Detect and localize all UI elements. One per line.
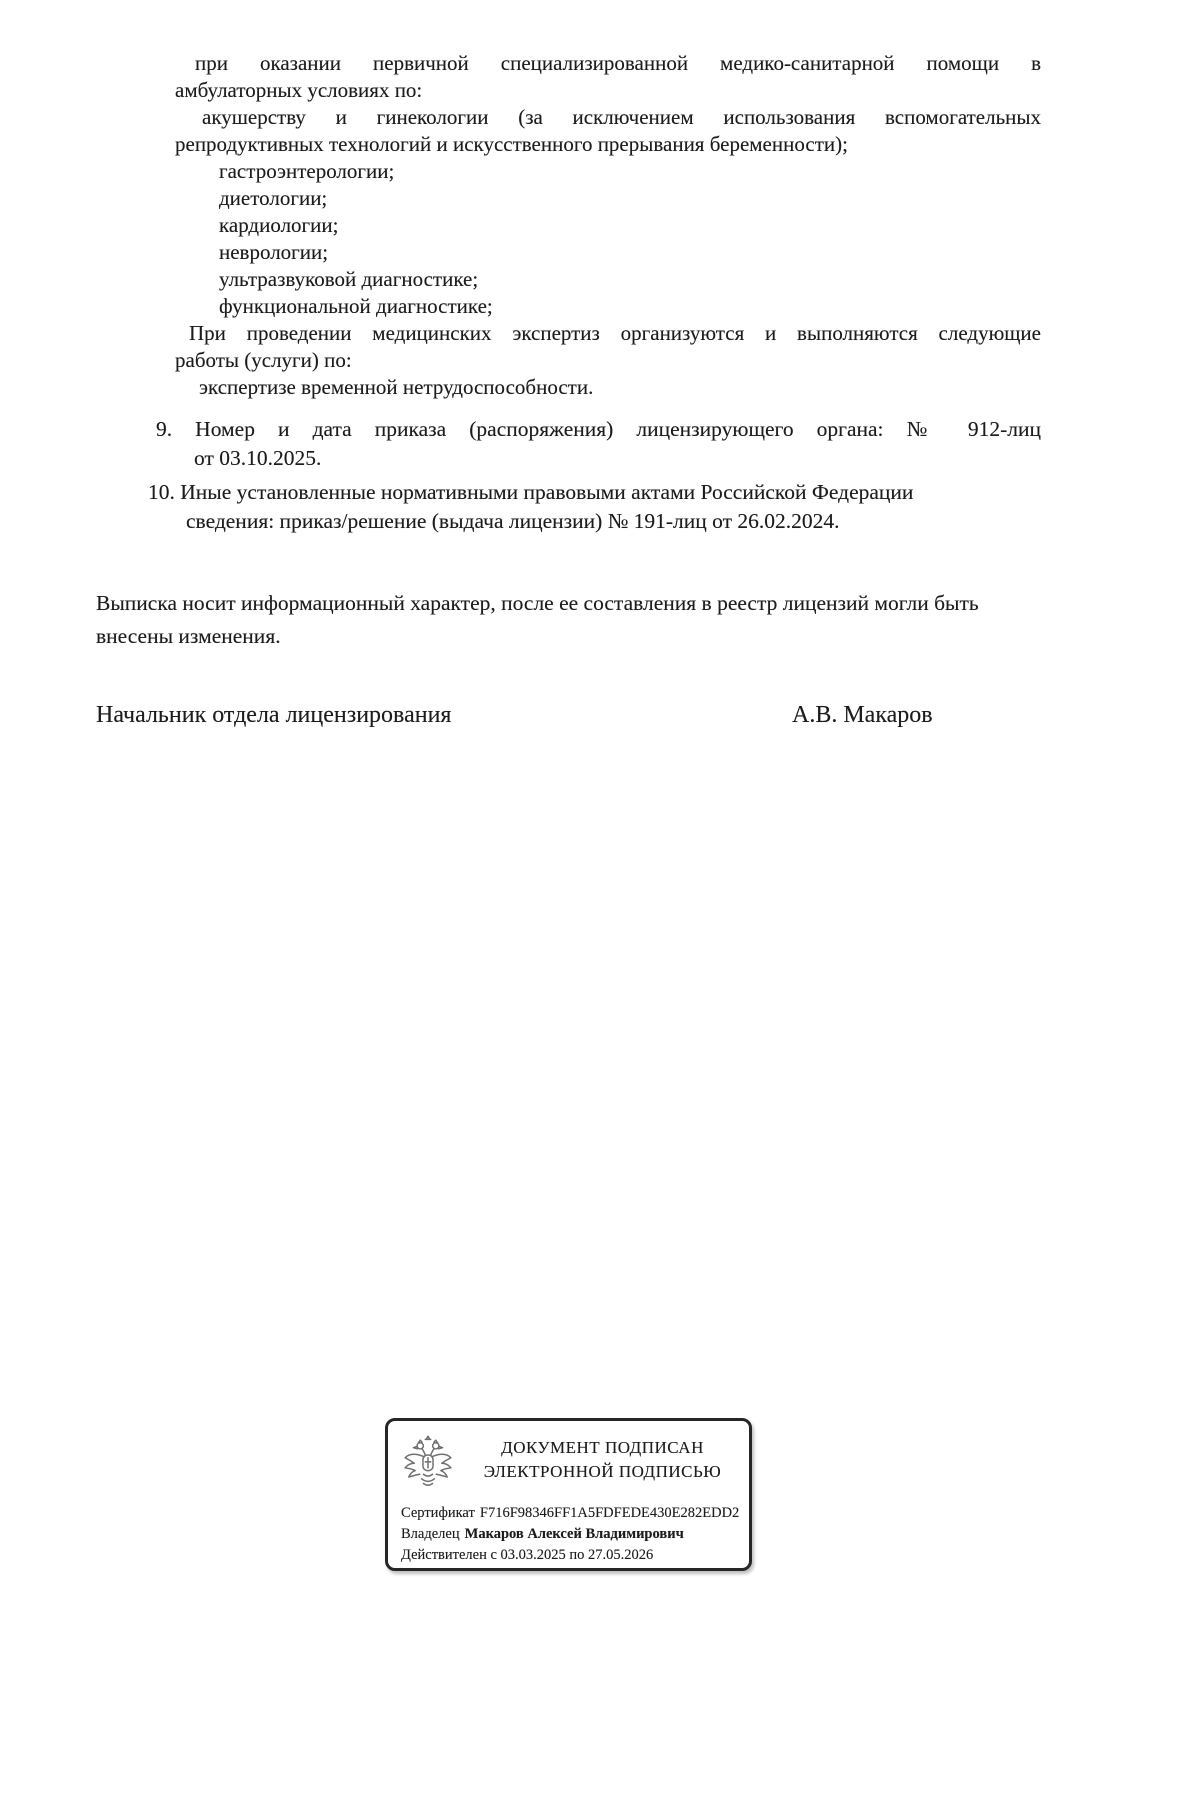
stamp-title-line-2: ЭЛЕКТРОННОЙ ПОДПИСЬЮ xyxy=(483,1462,722,1481)
list-item: функциональной диагностике; xyxy=(219,294,493,318)
owner-label: Владелец xyxy=(401,1526,460,1542)
list-item: гастроэнтерологии; xyxy=(219,159,395,183)
text-line: при оказании первичной специализированной медико-санитарной помощи в xyxy=(195,51,1041,75)
esign-stamp xyxy=(385,1418,752,1571)
double-headed-eagle-icon xyxy=(398,1433,458,1499)
owner-line xyxy=(401,1525,684,1543)
info-note-line-2: внесены изменения. xyxy=(96,624,281,648)
list-item: ультразвуковой диагностике; xyxy=(219,267,479,291)
item-9-order-number xyxy=(156,415,1041,473)
item-10-line-1: 10. Иные установленные нормативными правовыми актами Российской Федерации xyxy=(148,480,914,504)
signature-position: Начальник отдела лицензирования xyxy=(96,702,452,728)
signature-row xyxy=(96,700,1096,730)
certificate-line xyxy=(401,1504,739,1522)
item-10-other-info xyxy=(148,478,1041,536)
item-10-line-2: сведения: приказ/решение (выдача лицензии) № 191-лиц от 26.02.2024. xyxy=(186,509,840,533)
stamp-title xyxy=(462,1436,743,1484)
info-note-line-1: Выписка носит информационный характер, после ее составления в реестр лицензий могли быть xyxy=(96,591,979,615)
owner-name: Макаров Алексей Владимирович xyxy=(464,1526,684,1542)
text-line: репродуктивных технологий и искусственного прерывания беременности); xyxy=(175,132,848,156)
list-item: диетологии; xyxy=(219,186,328,210)
item-9-line-2: от 03.10.2025. xyxy=(194,446,322,470)
text-line: акушерству и гинекологии (за исключением использования вспомогательных xyxy=(202,105,1041,129)
text-line: амбулаторных условиях по: xyxy=(175,78,423,102)
list-item: неврологии; xyxy=(219,240,329,264)
info-note xyxy=(96,587,1040,653)
text-line: работы (услуги) по: xyxy=(175,348,352,372)
list-item: кардиологии; xyxy=(219,213,339,237)
signature-name: А.В. Макаров xyxy=(792,702,933,728)
certificate-label: Сертификат xyxy=(401,1505,475,1521)
text-line: При проведении медицинских экспертиз организуются и выполняются следующие xyxy=(189,321,1041,345)
certificate-value: F716F98346FF1A5FDFEDE430E282EDD2 xyxy=(479,1505,740,1521)
validity-line: Действителен с 03.03.2025 по 27.05.2026 xyxy=(401,1547,654,1563)
stamp-title-line-1: ДОКУМЕНТ ПОДПИСАН xyxy=(501,1438,704,1457)
text-line: экспертизе временной нетрудоспособности. xyxy=(199,375,594,399)
item-9-line-1: 9. Номер и дата приказа (распоряжения) лицензирующего органа: № 912-лиц xyxy=(156,417,1041,441)
license-works-section xyxy=(175,50,1041,401)
